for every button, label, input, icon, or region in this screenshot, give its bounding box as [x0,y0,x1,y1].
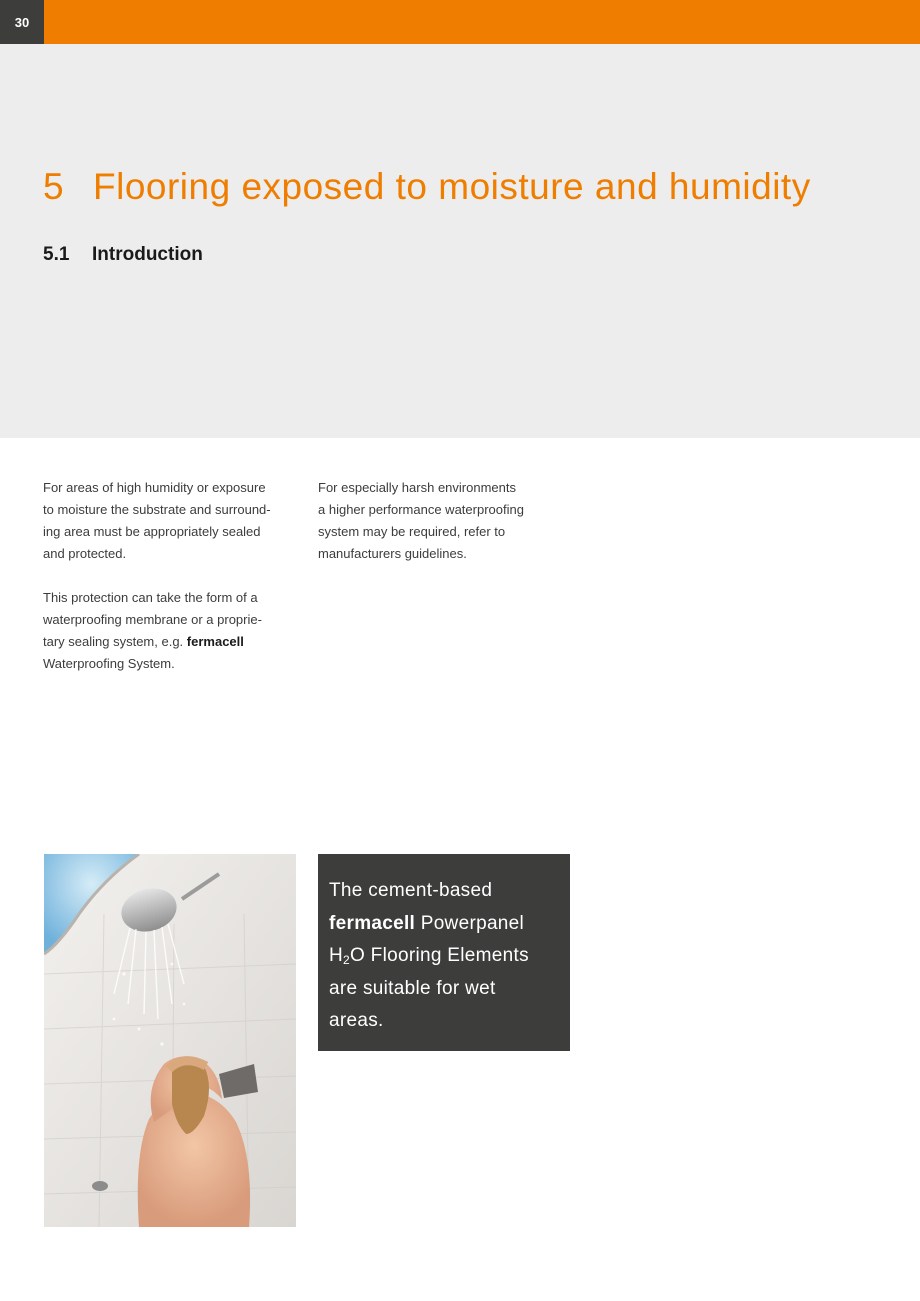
text-line: For especially harsh environments [318,480,516,495]
text-line: and protected. [43,546,127,561]
chapter-title [43,166,811,208]
text-line: ing area must be appropriately sealed [43,524,261,539]
text-line: a higher performance waterproofing [318,502,524,517]
callout-brand: fermacell [329,912,416,934]
callout-line-1: The cement-based [329,880,493,901]
text-line: manufacturers guidelines. [318,546,467,561]
paragraph-2 [43,587,298,675]
page-number: 30 [0,0,44,44]
callout-h: H [329,945,344,966]
callout-line-5: areas. [329,1010,384,1031]
chapter-title-text: Flooring exposed to moisture and humidity [93,166,811,207]
brand-name: fermacell [186,634,244,649]
callout-product: Powerpanel [415,912,525,934]
paragraph-1 [43,477,298,565]
text-line: system may be required, refer to [318,524,506,539]
header-band [0,44,920,438]
body-column-1 [43,477,298,697]
text-line: For areas of high humidity or exposure [43,480,266,495]
section-title [43,244,203,266]
chapter-number: 5 [43,166,65,207]
callout-rest: O Flooring Elements [350,945,529,966]
text-line: This protection can take the form of a [43,590,258,605]
text-line: Waterproofing System. [43,656,175,671]
text-line: to moisture the substrate and surround- [43,502,271,517]
text-line: waterproofing membrane or a proprie- [43,612,262,627]
text-line: tary sealing system, e.g. [43,634,187,649]
callout-line-4: are suitable for wet [329,977,496,999]
body-column-2 [318,477,558,587]
shower-photo [44,854,296,1227]
callout-subscript: 2 [343,953,351,967]
section-number: 5.1 [43,244,70,265]
top-accent-bar [0,0,920,44]
paragraph-3 [318,477,558,565]
callout-box [318,854,570,1051]
section-title-text: Introduction [92,244,203,265]
